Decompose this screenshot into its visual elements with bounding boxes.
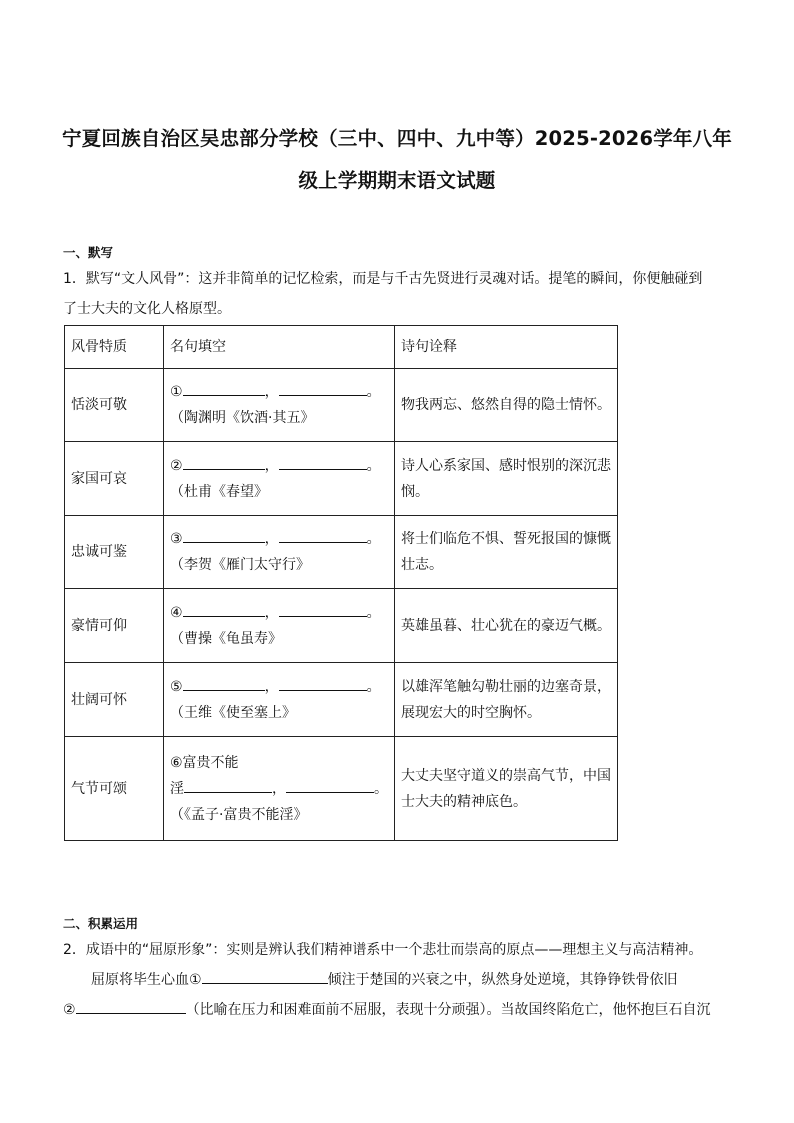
question-2-line-1: 2．成语中的“屈原形象”：实则是辨认我们精神谱系中一个悲壮而崇高的原点——理想主义与高洁精神。 (63, 942, 703, 958)
trait-cell: 恬淡可敬 (65, 369, 164, 442)
explanation-line: 展现宏大的时空胸怀。 (401, 704, 541, 721)
period: 。 (374, 780, 388, 797)
explanation-line: 物我两忘、悠然自得的隐士情怀。 (401, 397, 611, 413)
answer-blank[interactable] (184, 776, 272, 793)
source-text: （李贺《雁门太守行》 (170, 557, 310, 573)
source-text: （王维《使至塞上》 (170, 704, 296, 721)
explanation-cell (395, 737, 618, 841)
item-number: ⑤ (170, 678, 183, 695)
answer-blank[interactable] (183, 674, 265, 691)
explanation-line: 将士们临危不惧、誓死报国的慷慨 (401, 531, 611, 547)
section-heading-1: 一、默写 (63, 245, 114, 260)
explanation-cell (395, 663, 618, 737)
header-trait: 风骨特质 (65, 326, 164, 369)
table-row (65, 442, 618, 516)
table-row (65, 516, 618, 589)
title-line-1: 宁夏回族自治区吴忠部分学校（三中、四中、九中等）2025-2026学年八年 (61, 127, 733, 150)
section-heading-2: 二、积累运用 (63, 916, 139, 931)
question-1-line-1: 1．默写“文人风骨”：这并非简单的记忆检索，而是与千古先贤进行灵魂对话。提笔的瞬间，你便触碰到 (63, 271, 703, 287)
header-explanation: 诗句诠释 (395, 326, 618, 369)
answer-blank[interactable] (279, 453, 367, 470)
period: 。 (366, 531, 381, 547)
explanation-cell (395, 516, 618, 589)
text-segment: 倾注于楚国的兴衰之中，纵然身处逆境，其铮铮铁骨依旧 (327, 972, 678, 988)
fill-cell (164, 737, 395, 841)
answer-blank[interactable] (183, 526, 265, 543)
comma: ， (264, 604, 279, 621)
explanation-line: 士大夫的精神底色。 (401, 793, 527, 810)
fill-cell (164, 516, 395, 589)
answer-blank[interactable] (183, 600, 265, 617)
text-segment: 屈原将毕生心血① (91, 972, 202, 988)
item-number: ① (170, 384, 183, 400)
table-row (65, 369, 618, 442)
comma: ， (264, 531, 279, 547)
question-1-line-2: 了士大夫的文化人格原型。 (63, 301, 231, 317)
item-number: ④ (170, 604, 183, 621)
trait-cell: 忠诚可鉴 (65, 516, 164, 589)
table-row (65, 589, 618, 663)
fill-line: ⑥富贵不能 (170, 754, 239, 771)
answer-blank[interactable] (286, 776, 374, 793)
period: 。 (366, 457, 381, 474)
fill-cell (164, 369, 395, 442)
explanation-line: 英雄虽暮、壮心犹在的豪迈气概。 (401, 617, 611, 634)
question-2-line-3 (63, 995, 733, 1025)
question-2-line-2 (63, 965, 733, 995)
question-1-stem (63, 264, 733, 324)
table-header-row (65, 326, 618, 369)
period: 。 (366, 604, 381, 621)
answer-blank[interactable] (183, 379, 265, 396)
period: 。 (366, 384, 381, 400)
title-line-2: 级上学期期末语文试题 (298, 169, 496, 192)
answer-blank[interactable] (183, 453, 265, 470)
answer-blank[interactable] (76, 997, 186, 1014)
text-segment: ② (63, 1002, 76, 1018)
header-fill: 名句填空 (164, 326, 395, 369)
source-text: （杜甫《春望》 (170, 483, 268, 500)
comma: ， (264, 384, 279, 400)
fill-in-table (64, 325, 618, 841)
source-text: （《孟子·富贵不能淫》 (170, 806, 308, 823)
text-segment: （比喻在压力和困难面前不屈服，表现十分顽强）。当故国终陷危亡，他怀抱巨石自沉 (185, 1002, 711, 1018)
answer-blank[interactable] (202, 967, 328, 984)
table-row (65, 737, 618, 841)
explanation-cell (395, 442, 618, 516)
trait-cell: 豪情可仰 (65, 589, 164, 663)
fill-cell (164, 442, 395, 516)
source-text: （曹操《龟虽寿》 (170, 630, 282, 647)
item-number: ② (170, 457, 183, 474)
explanation-line: 以雄浑笔触勾勒壮丽的边塞奇景， (401, 678, 611, 695)
comma: ， (272, 780, 286, 797)
explanation-line: 悯。 (401, 483, 429, 500)
comma: ， (264, 457, 279, 474)
answer-blank[interactable] (279, 379, 367, 396)
answer-blank[interactable] (279, 674, 367, 691)
fill-prefix: 淫 (170, 780, 184, 797)
explanation-line: 大丈夫坚守道义的崇高气节，中国 (401, 767, 611, 784)
question-2-stem (63, 935, 733, 1025)
table-row (65, 663, 618, 737)
fill-cell (164, 663, 395, 737)
trait-cell: 家国可哀 (65, 442, 164, 516)
explanation-cell (395, 369, 618, 442)
trait-cell: 气节可颂 (65, 737, 164, 841)
source-text: （陶渊明《饮酒·其五》 (170, 410, 315, 426)
answer-blank[interactable] (279, 600, 367, 617)
period: 。 (366, 678, 381, 695)
comma: ， (264, 678, 279, 695)
explanation-cell (395, 589, 618, 663)
fill-cell (164, 589, 395, 663)
explanation-line: 壮志。 (401, 557, 443, 573)
page-title (60, 118, 734, 202)
item-number: ③ (170, 531, 183, 547)
explanation-line: 诗人心系家国、感时恨别的深沉悲 (401, 457, 611, 474)
trait-cell: 壮阔可怀 (65, 663, 164, 737)
answer-blank[interactable] (279, 526, 367, 543)
